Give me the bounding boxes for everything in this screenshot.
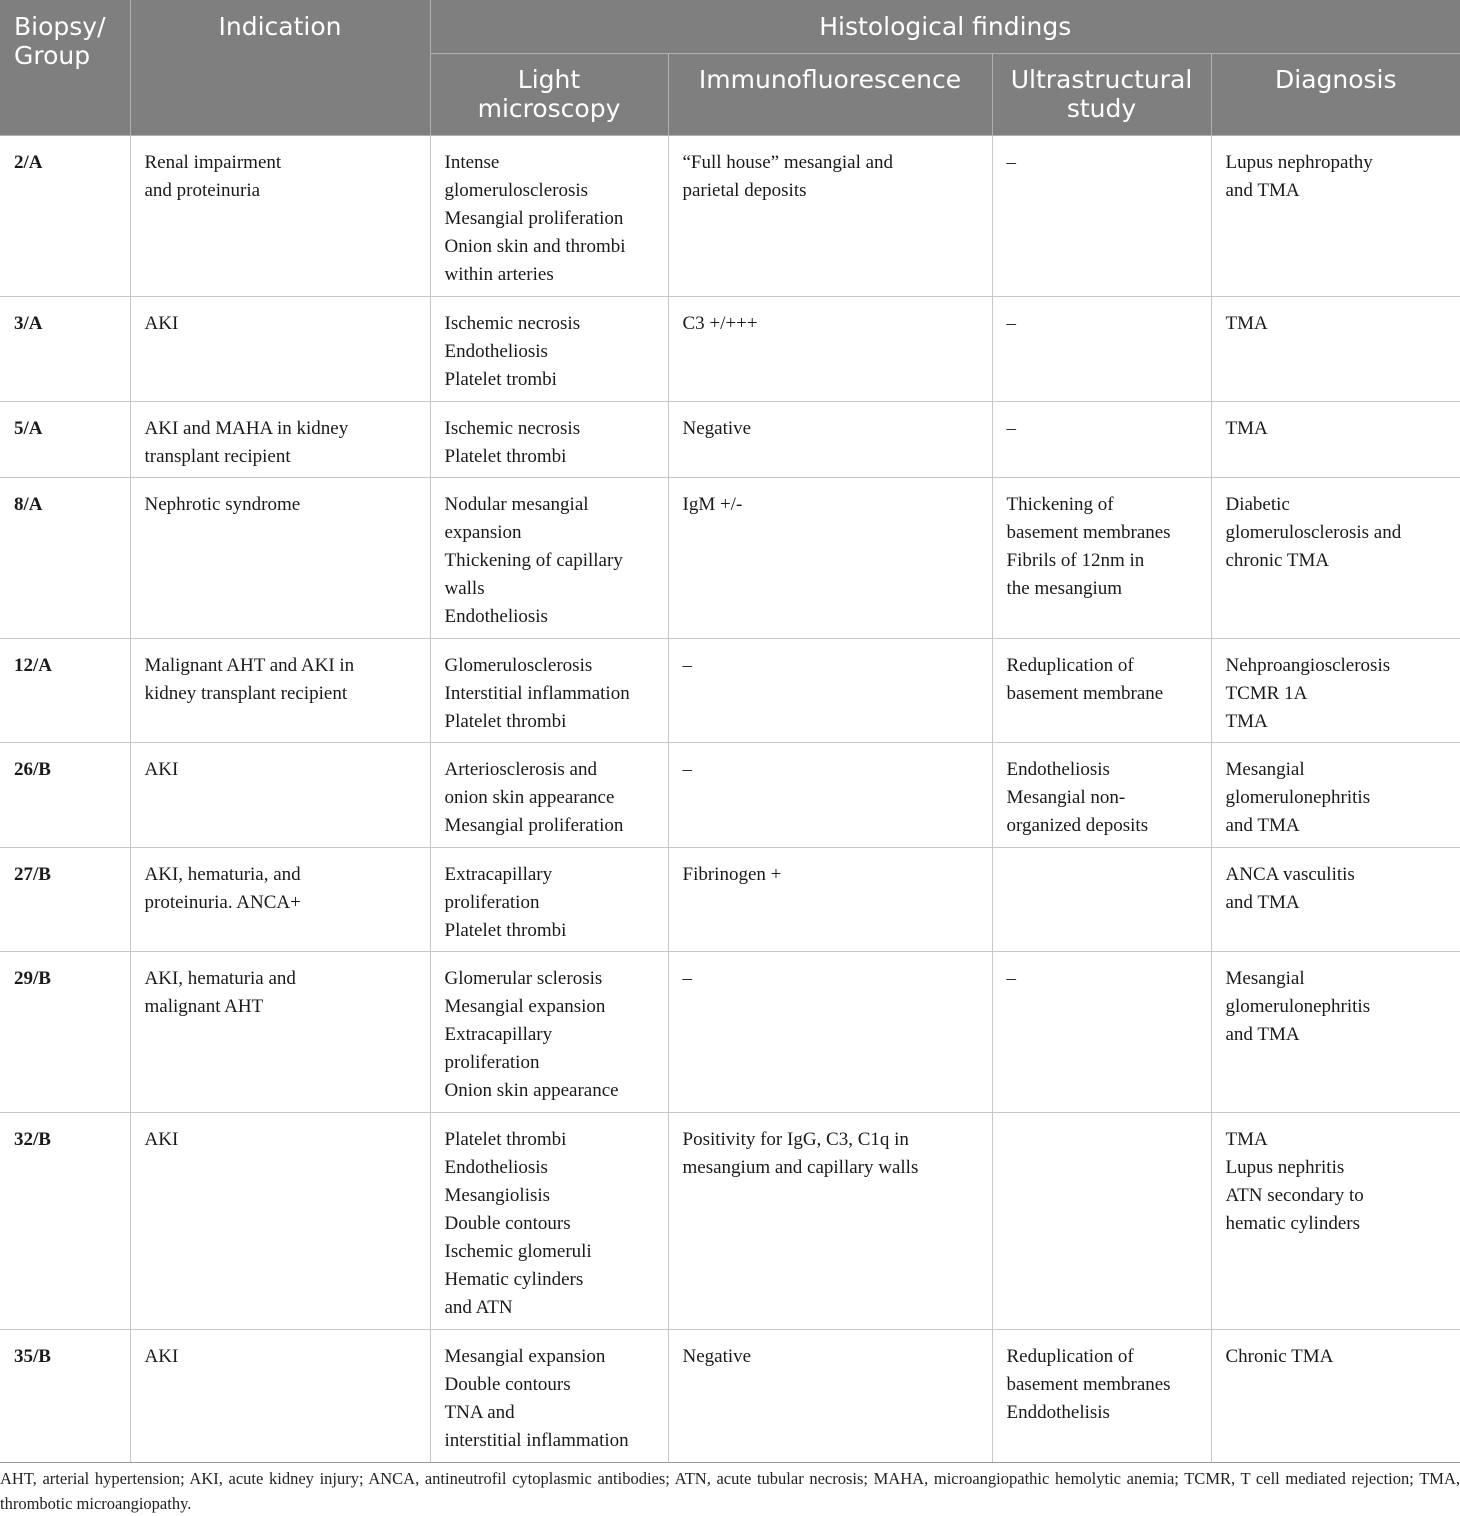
cell-biopsy-group: 3/A [0,296,130,401]
table-body [0,135,1460,1462]
cell-light-microscopy [430,951,668,1112]
table-row [0,847,1460,951]
header-light-microscopy: Light microscopy [430,53,668,135]
cell-line: malignant AHT [144,995,264,1017]
cell-line: Onion skin appearance [444,1079,619,1101]
cell-immunofluorescence [668,1329,992,1462]
cell-line: Diabetic [1225,493,1290,515]
cell-line: Ischemic glomeruli [444,1240,592,1262]
cell-immunofluorescence [668,401,992,477]
cell-line: Mesangiolisis [444,1184,551,1206]
cell-line: interstitial inflammation [444,1429,629,1451]
cell-line: the mesangium [1006,577,1123,599]
cell-line: and TMA [1225,891,1300,913]
cell-line: expansion [444,521,522,543]
cell-line: Reduplication of [1006,1345,1134,1367]
cell-indication [130,847,430,951]
cell-immunofluorescence [668,742,992,847]
cell-line: AKI and MAHA in kidney [144,417,349,439]
cell-line: AKI [144,1345,179,1367]
cell-light-microscopy [430,135,668,296]
table-row [0,742,1460,847]
cell-line: glomerulonephritis [1225,995,1371,1017]
cell-line: Interstitial inflammation [444,682,630,704]
cell-immunofluorescence [668,847,992,951]
cell-light-microscopy [430,1329,668,1462]
cell-immunofluorescence [668,638,992,742]
table-row [0,401,1460,477]
header-biopsy-group: Biopsy/ Group [0,0,130,135]
cell-light-microscopy [430,742,668,847]
cell-line: TNA and [444,1401,515,1423]
cell-line: Arteriosclerosis and [444,758,597,780]
cell-line: chronic TMA [1225,549,1330,571]
cell-line: Ischemic necrosis [444,417,581,439]
cell-diagnosis [1211,401,1460,477]
cell-indication [130,477,430,638]
cell-line: proliferation [444,1051,540,1073]
cell-light-microscopy [430,1112,668,1329]
cell-indication [130,296,430,401]
cell-line: Platelet thrombi [444,710,567,732]
cell-diagnosis [1211,1329,1460,1462]
cell-biopsy-group: 29/B [0,951,130,1112]
cell-line: Ischemic necrosis [444,312,581,334]
cell-light-microscopy [430,296,668,401]
cell-line: organized deposits [1006,814,1149,836]
cell-diagnosis [1211,638,1460,742]
header-immunofluorescence: Immunofluorescence [668,53,992,135]
table-row [0,638,1460,742]
cell-immunofluorescence [668,296,992,401]
cell-indication [130,135,430,296]
cell-immunofluorescence [668,951,992,1112]
cell-light-microscopy [430,477,668,638]
cell-line: AKI, hematuria, and [144,863,301,885]
cell-line: Onion skin and thrombi [444,235,626,257]
cell-biopsy-group: 27/B [0,847,130,951]
cell-line: Glomerular sclerosis [444,967,603,989]
cell-line: TMA [1225,312,1268,334]
header-diagnosis: Diagnosis [1211,53,1460,135]
cell-line: walls [444,577,485,599]
cell-line: Fibrils of 12nm in [1006,549,1145,571]
cell-line: Nephrotic syndrome [144,493,301,515]
cell-line: glomerulosclerosis and [1225,521,1402,543]
cell-line: Endotheliosis [444,1156,548,1178]
header-indication: Indication [130,0,430,135]
cell-line: Malignant AHT and AKI in [144,654,355,676]
cell-line: Endotheliosis [444,605,548,627]
cell-diagnosis [1211,847,1460,951]
cell-line: Intense [444,151,500,173]
cell-line: Positivity for IgG, C3, C1q in [682,1128,909,1150]
cell-ultrastructural-study [992,135,1211,296]
cell-line: basement membrane [1006,682,1164,704]
table-footnote: AHT, arterial hypertension; AKI, acute kidney injury; ANCA, antineutrofil cytoplasmic antibodies; ATN, acute tubular necrosis; MAHA, microangiopathic hemolytic anemia; TCMR, T cell mediated rejection; TMA, thrombotic microangiopathy. [0,1469,1460,1513]
cell-diagnosis [1211,1112,1460,1329]
cell-light-microscopy [430,847,668,951]
cell-line: Endotheliosis [1006,758,1110,780]
cell-line: Lupus nephropathy [1225,151,1373,173]
cell-line: AKI, hematuria and [144,967,296,989]
cell-line: Fibrinogen + [682,863,782,885]
cell-line: – [1006,417,1016,439]
cell-line: Mesangial [1225,967,1305,989]
cell-line: C3 +/+++ [682,312,758,334]
cell-line: Mesangial proliferation [444,207,624,229]
cell-line: – [1006,151,1016,173]
cell-line: onion skin appearance [444,786,615,808]
cell-line: hematic cylinders [1225,1212,1361,1234]
cell-ultrastructural-study [992,1329,1211,1462]
cell-biopsy-group: 12/A [0,638,130,742]
cell-line: and TMA [1225,1023,1300,1045]
cell-line: Negative [682,1345,752,1367]
cell-diagnosis [1211,135,1460,296]
cell-light-microscopy [430,638,668,742]
cell-line: TCMR 1A [1225,682,1308,704]
cell-indication [130,401,430,477]
cell-line: Thickening of [1006,493,1114,515]
cell-line: and TMA [1225,814,1300,836]
cell-line: Mesangial proliferation [444,814,624,836]
cell-indication [130,742,430,847]
cell-ultrastructural-study [992,742,1211,847]
cell-line: transplant recipient [144,445,291,467]
cell-line: basement membranes [1006,1373,1171,1395]
header-ultrastructural-study: Ultrastructural study [992,53,1211,135]
cell-line: – [1006,967,1016,989]
cell-biopsy-group: 32/B [0,1112,130,1329]
cell-line: Mesangial expansion [444,995,606,1017]
cell-line: Double contours [444,1212,571,1234]
cell-line: and proteinuria [144,179,261,201]
cell-line: Mesangial [1225,758,1305,780]
cell-line: IgM +/- [682,493,743,515]
cell-ultrastructural-study [992,951,1211,1112]
cell-line: mesangium and capillary walls [682,1156,919,1178]
table-row [0,296,1460,401]
cell-line: – [682,654,692,676]
cell-biopsy-group: 2/A [0,135,130,296]
cell-line: Nehproangiosclerosis [1225,654,1391,676]
cell-line: Glomerulosclerosis [444,654,593,676]
cell-line: Platelet trombi [444,368,557,390]
cell-immunofluorescence [668,477,992,638]
table-row [0,1112,1460,1329]
cell-line: TMA [1225,1128,1268,1150]
cell-line: ANCA vasculitis [1225,863,1355,885]
cell-immunofluorescence [668,1112,992,1329]
cell-line: Hematic cylinders [444,1268,584,1290]
cell-line: Platelet thrombi [444,919,567,941]
cell-line: glomerulosclerosis [444,179,589,201]
cell-ultrastructural-study [992,296,1211,401]
cell-line: and TMA [1225,179,1300,201]
cell-line: and ATN [444,1296,513,1318]
cell-line: glomerulonephritis [1225,786,1371,808]
cell-line: Extracapillary [444,1023,553,1045]
cell-line: AKI [144,758,179,780]
cell-line: Double contours [444,1373,571,1395]
cell-light-microscopy [430,401,668,477]
cell-line: TMA [1225,710,1268,732]
cell-ultrastructural-study [992,638,1211,742]
cell-line: Reduplication of [1006,654,1134,676]
cell-line: – [1006,312,1016,334]
cell-ultrastructural-study [992,847,1211,951]
table-row [0,135,1460,296]
cell-diagnosis [1211,742,1460,847]
cell-line: kidney transplant recipient [144,682,348,704]
cell-line: Endotheliosis [444,340,548,362]
cell-line: within arteries [444,263,554,285]
cell-indication [130,1112,430,1329]
cell-line: proteinuria. ANCA+ [144,891,301,913]
cell-indication [130,638,430,742]
cell-line: Nodular mesangial [444,493,589,515]
cell-line: basement membranes [1006,521,1171,543]
cell-line: – [682,967,692,989]
cell-line: TMA [1225,417,1268,439]
cell-line: Negative [682,417,752,439]
cell-line: Enddothelisis [1006,1401,1110,1423]
cell-diagnosis [1211,477,1460,638]
table-row [0,477,1460,638]
cell-line: proliferation [444,891,540,913]
cell-ultrastructural-study [992,401,1211,477]
header-histological-findings: Histological findings [430,0,1460,53]
cell-biopsy-group: 5/A [0,401,130,477]
cell-indication [130,1329,430,1462]
cell-biopsy-group: 35/B [0,1329,130,1462]
cell-diagnosis [1211,951,1460,1112]
cell-ultrastructural-study [992,477,1211,638]
cell-line: ATN secondary to [1225,1184,1364,1206]
cell-line: – [682,758,692,780]
cell-line: parietal deposits [682,179,807,201]
cell-line: “Full house” mesangial and [682,151,894,173]
cell-line: Platelet thrombi [444,1128,567,1150]
cell-biopsy-group: 26/B [0,742,130,847]
cell-ultrastructural-study [992,1112,1211,1329]
cell-immunofluorescence [668,135,992,296]
cell-biopsy-group: 8/A [0,477,130,638]
cell-line: Thickening of capillary [444,549,623,571]
table-row [0,1329,1460,1462]
cell-line: Mesangial non- [1006,786,1126,808]
cell-line: Mesangial expansion [444,1345,606,1367]
table-row [0,951,1460,1112]
cell-line: Platelet thrombi [444,445,567,467]
cell-line: Extracapillary [444,863,553,885]
cell-diagnosis [1211,296,1460,401]
cell-line: Chronic TMA [1225,1345,1334,1367]
cell-line: AKI [144,1128,179,1150]
cell-line: AKI [144,312,179,334]
cell-line: Lupus nephritis [1225,1156,1345,1178]
cell-line: Renal impairment [144,151,282,173]
cell-indication [130,951,430,1112]
